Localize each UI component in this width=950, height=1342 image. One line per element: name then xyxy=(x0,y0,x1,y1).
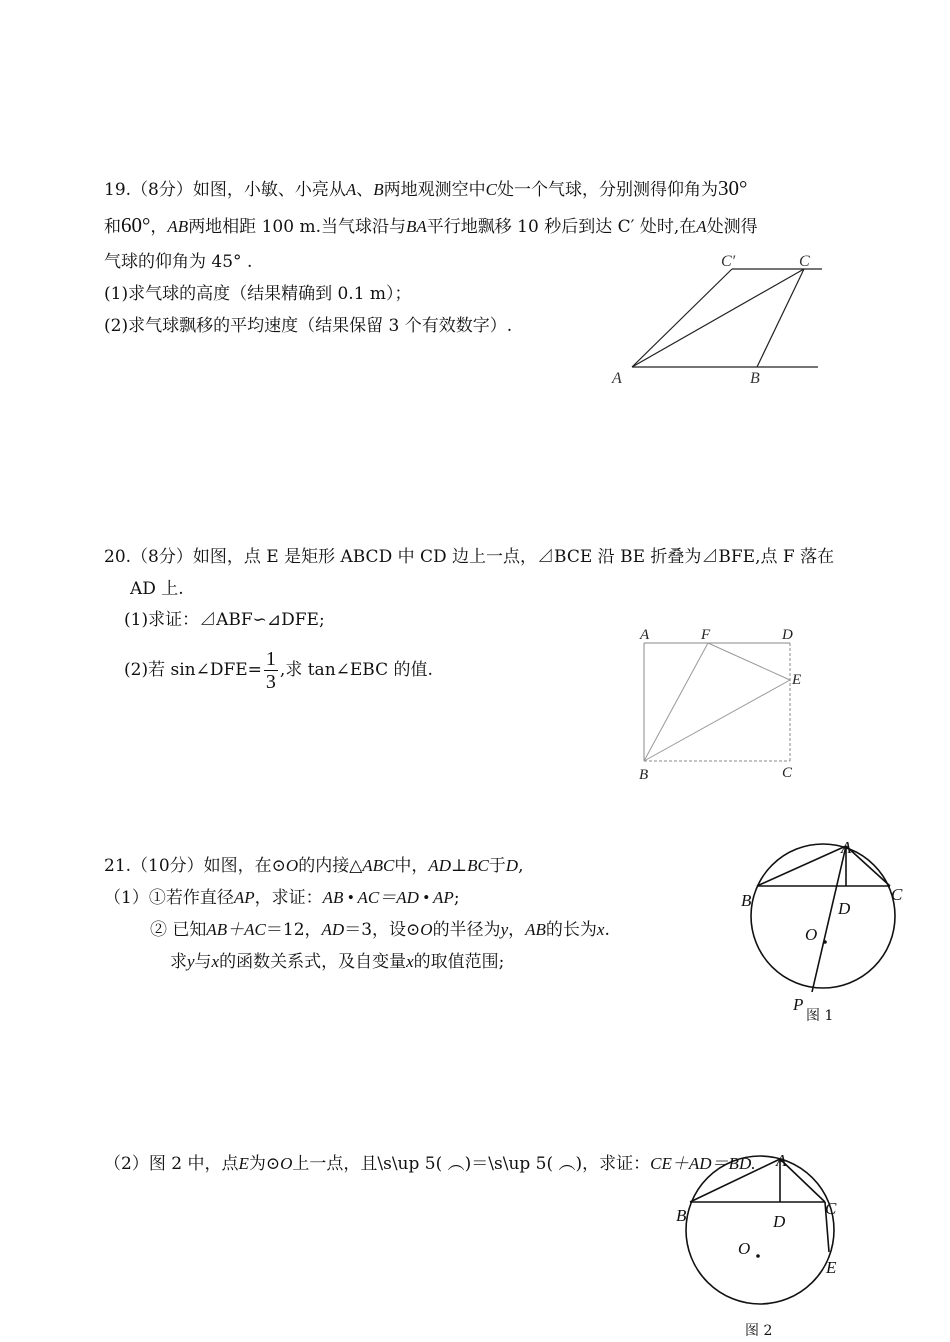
q20-label-d: D xyxy=(782,627,793,643)
q21-fig2-label-e: E xyxy=(826,1258,837,1277)
q21-fig2-circle xyxy=(686,1156,834,1304)
q21-figure2 xyxy=(686,1156,834,1304)
q21-fig2-line-ac xyxy=(780,1159,825,1202)
q19-line-b-c xyxy=(757,269,804,367)
q21-fig1-diameter-ap xyxy=(812,846,846,992)
q20-line2: AD 上. xyxy=(130,579,184,599)
q21-fig1-label-p: P xyxy=(793,995,804,1014)
q19-figure xyxy=(632,269,822,367)
q19-line1: 19.（8分）如图，小敏、小亮从A、B两地观测空中C处一个气球，分别测得仰角为30° xyxy=(104,176,748,200)
q21-fig1-circle xyxy=(751,844,895,988)
q20-line1: 20.（8分）如图，点 E 是矩形 ABCD 中 CD 边上一点，⊿BCE 沿 BE 折叠为⊿BFE,点 F 落在 xyxy=(104,547,835,567)
q21-fig1-caption: 图 1 xyxy=(806,1008,834,1024)
q19-line-a-c xyxy=(632,269,804,367)
q19-label-c: C xyxy=(799,253,810,270)
q21-fig2-line-ab xyxy=(690,1159,780,1202)
q21-fig1-label-d: D xyxy=(838,899,851,918)
q21-fig2-label-a: A xyxy=(776,1151,787,1170)
q19-label-b: B xyxy=(750,370,760,387)
q21-fig2-label-d: D xyxy=(773,1212,786,1231)
q20-label-f: F xyxy=(701,627,711,643)
q19-part1: (1)求气球的高度（结果精确到 0.1 m）； xyxy=(104,284,412,304)
q21-fig1-label-o: O xyxy=(805,925,818,944)
q21-line1: 21.（10分）如图，在⊙O的内接△ABC中，AD⊥BC于D, xyxy=(104,856,524,876)
q20-figure xyxy=(644,643,790,761)
q21-fig1-label-c: C xyxy=(891,885,903,904)
q21-p2: ② 已知AB＋AC＝12，AD＝3，设⊙O的半径为y，AB的长为x. xyxy=(150,920,610,940)
q19-part2: (2)求气球飘移的平均速度（结果保留 3 个有效数字）. xyxy=(104,316,513,336)
fraction-one-third: $\frac{1}{3}$ xyxy=(265,648,276,693)
q20-figure-labels xyxy=(639,627,801,783)
q20-line-fe xyxy=(708,643,790,680)
q21-fig2-label-o: O xyxy=(738,1239,751,1258)
q20-label-c: C xyxy=(782,765,793,781)
q20-label-a: A xyxy=(640,627,650,643)
q21-fig2-label-b: B xyxy=(676,1206,687,1225)
q21-fig2-label-c: C xyxy=(825,1199,837,1218)
q20-part2: (2)若 sin∠DFE= $\frac{1}{3}$ ,求 tan∠EBC 的值. xyxy=(124,648,433,693)
q21-fig2-center-dot xyxy=(756,1254,760,1258)
q21-part2: （2）图 2 中，点E为⊙O上一点，且\s\up 5( ︵)＝\s\up 5( ︵)，求证：CE＋AD＝BD. xyxy=(104,1154,756,1174)
q21-fig1-label-b: B xyxy=(741,891,752,910)
q21-fig1-center-dot xyxy=(823,940,827,944)
q21-p3: 求y与x的函数关系式，及自变量x的取值范围; xyxy=(170,952,505,972)
q21-fig1-label-a: A xyxy=(841,838,852,857)
q20-part1: (1)求证：⊿ABF∽⊿DFE; xyxy=(124,610,325,630)
q19-line3: 气球的仰角为 45° . xyxy=(104,252,253,272)
q19-label-cprime: C′ xyxy=(721,253,736,270)
q19-line2: 和60°，AB两地相距 100 m.当气球沿与BA平行地飘移 10 秒后到达 C′ 处时,在A处测得 xyxy=(104,213,758,237)
q21-fig1-line-ac xyxy=(846,846,890,886)
q21-p1: （1）①若作直径AP，求证：AB • AC＝AD • AP; xyxy=(104,888,460,908)
q19-label-a: A xyxy=(612,370,622,387)
q21-fig2-caption: 图 2 xyxy=(745,1323,773,1339)
q20-label-e: E xyxy=(792,672,802,688)
q21-figure1 xyxy=(751,844,895,992)
q20-label-b: B xyxy=(639,767,649,783)
